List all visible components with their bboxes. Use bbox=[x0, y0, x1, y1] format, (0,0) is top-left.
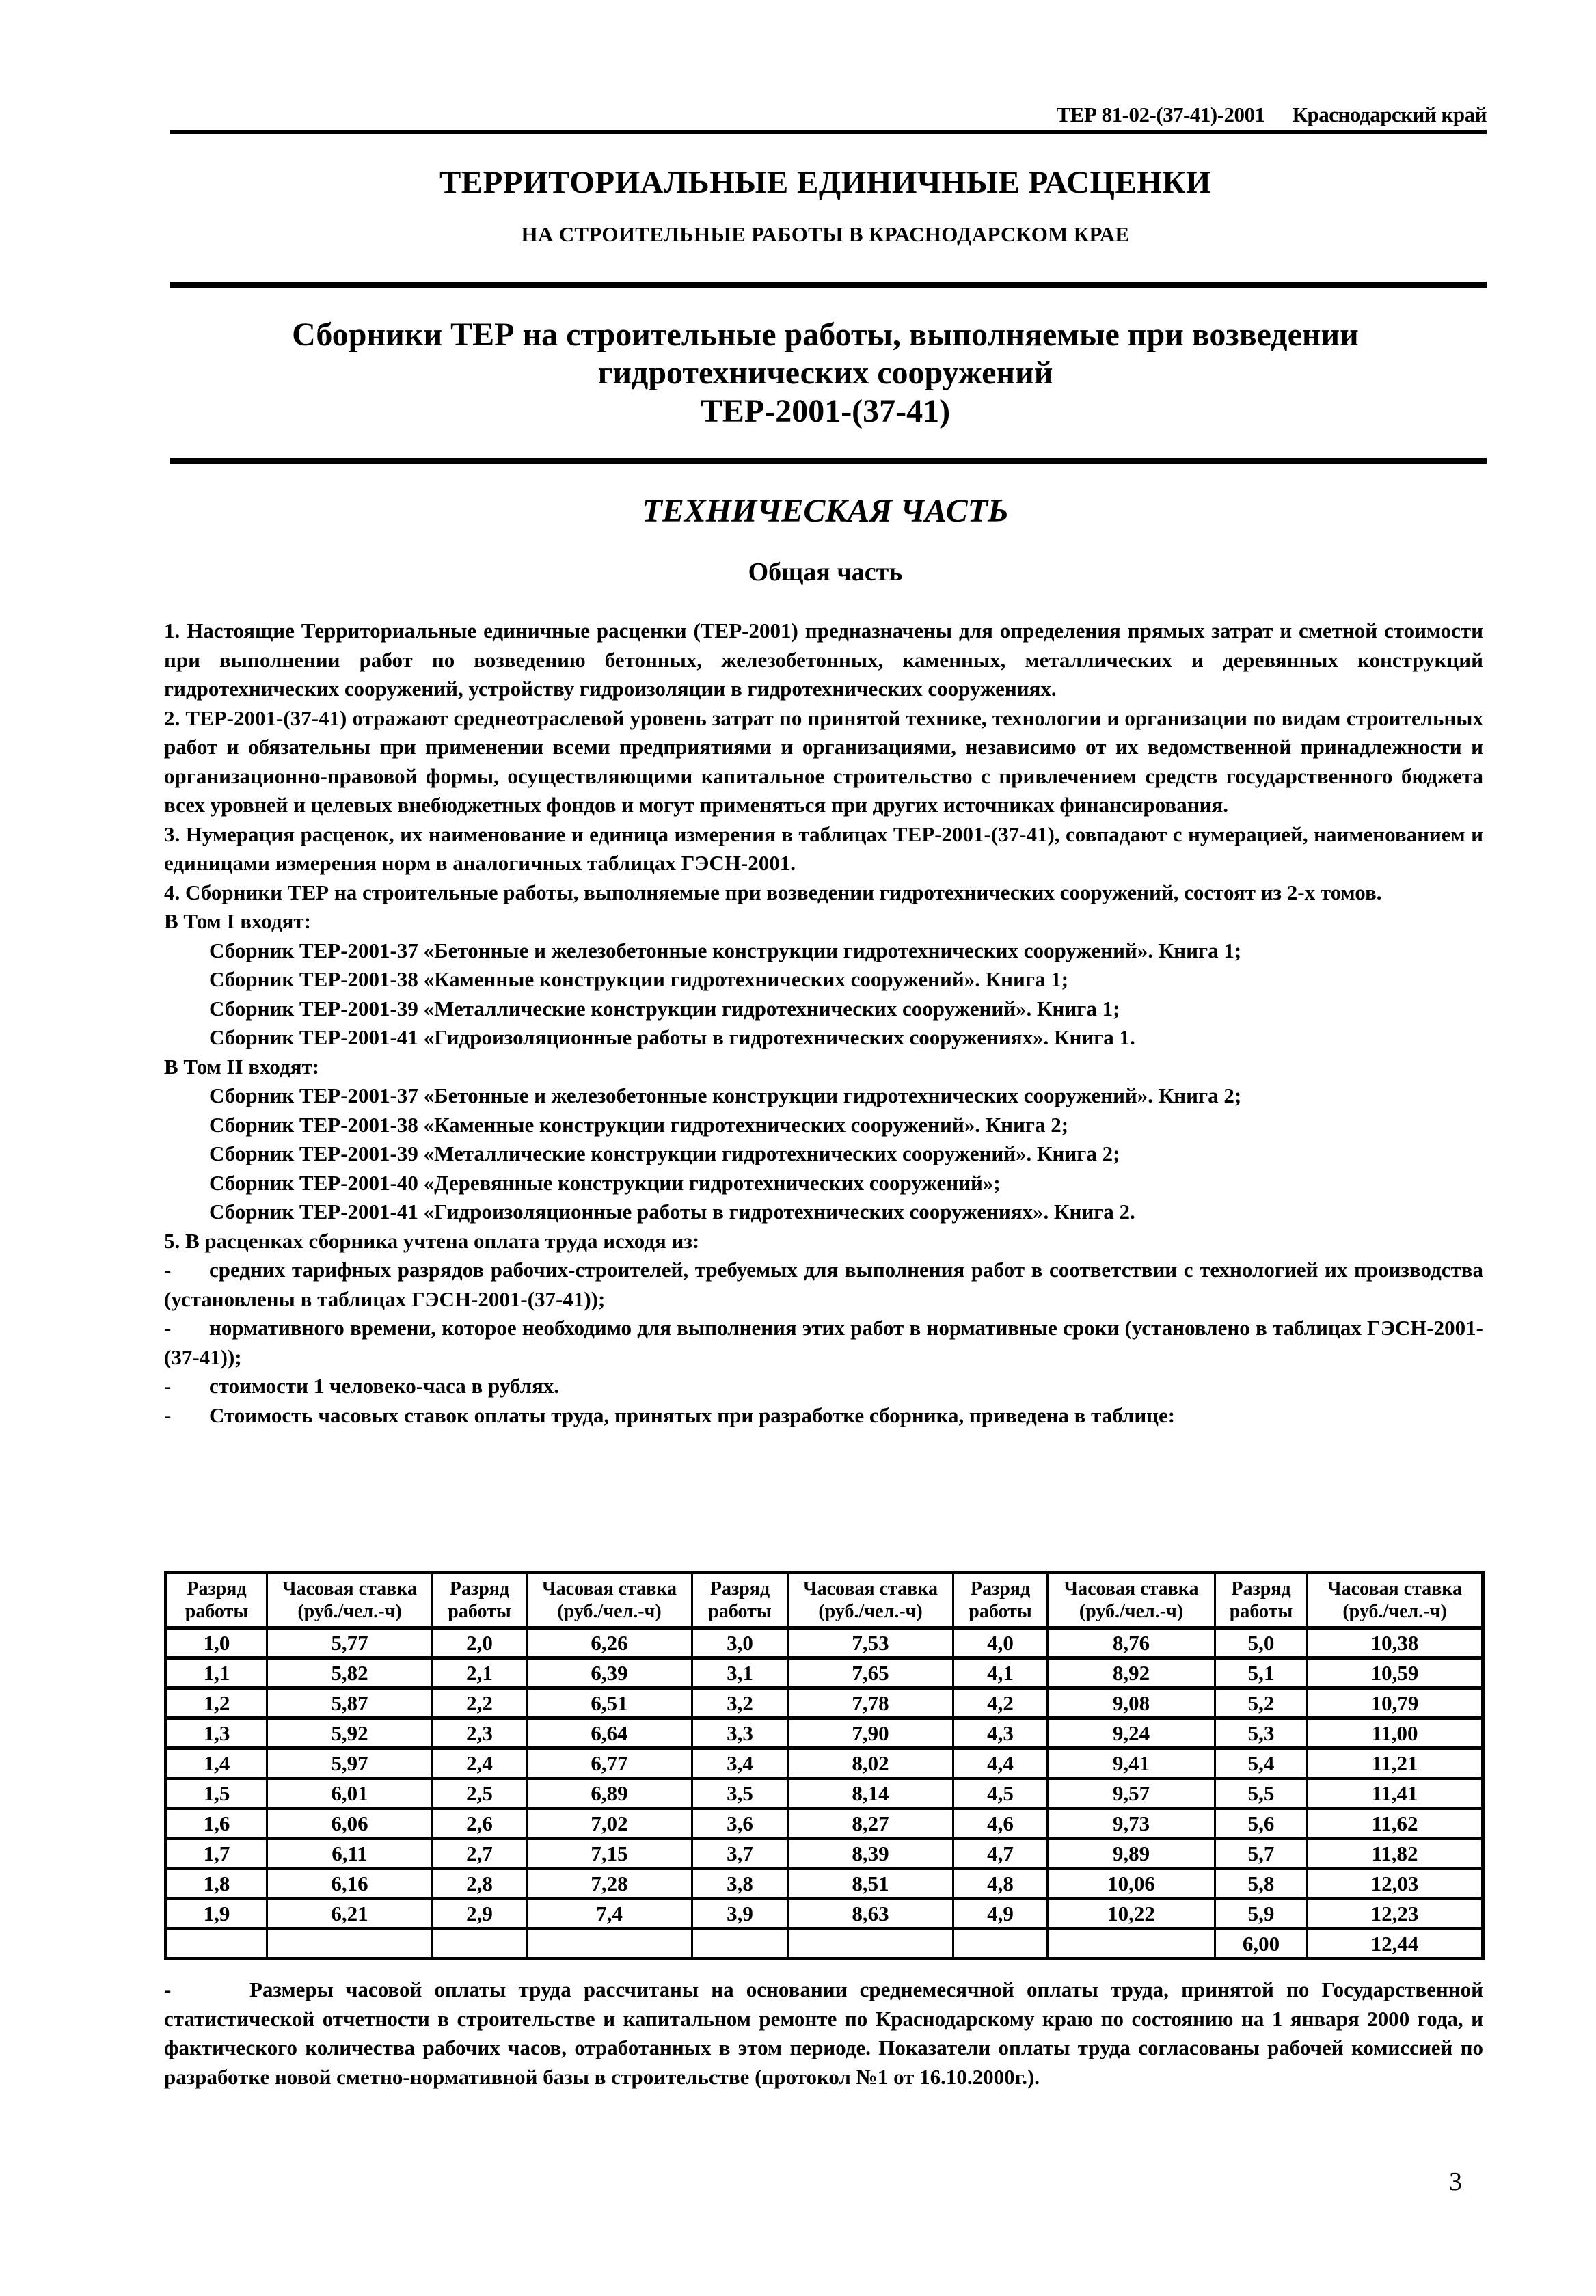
volume-2-heading: В Том II входят: bbox=[164, 1054, 320, 1079]
collection-title bbox=[164, 316, 1487, 431]
rate-cell: 11,00 bbox=[1308, 1718, 1483, 1748]
grade-cell: 2,2 bbox=[433, 1688, 527, 1718]
rate-cell: 5,82 bbox=[267, 1658, 433, 1688]
table-row bbox=[166, 1869, 1483, 1899]
footnote-text: Размеры часовой оплаты труда рассчитаны на основании среднемесячной оплаты труда, принятой по Государственной статистической отчетности в строительстве и капитальном ремонте по Краснодарскому краю по состоянию на 1 января 2000 года, и фактического количества рабочих часов, отработанных в этом периоде. Показатели оплаты труда согласованы рабочей комиссией по разработке новой сметно-нормативной базы в строительстве (протокол №1 от 16.10.2000г.). bbox=[164, 1977, 1483, 2089]
rate-cell: 11,21 bbox=[1308, 1748, 1483, 1779]
region-name: Краснодарский край bbox=[1292, 103, 1487, 126]
grade-cell: 3,5 bbox=[692, 1779, 788, 1809]
volume-2-item: Сборник ТЕР-2001-40 «Деревянные конструкции гидротехнических сооружений»; bbox=[209, 1170, 1001, 1195]
rate-cell: 7,02 bbox=[527, 1809, 692, 1839]
grade-cell: 4,1 bbox=[953, 1658, 1048, 1688]
bullet-dash: - bbox=[164, 1374, 172, 1398]
table-row bbox=[166, 1688, 1483, 1718]
header-grade-line-1: Разряд bbox=[1231, 1578, 1291, 1599]
header-rate-line-2: (руб./чел.-ч) bbox=[1079, 1601, 1184, 1622]
title-divider bbox=[170, 282, 1487, 288]
bullet-dash: - bbox=[164, 1403, 172, 1427]
header-rule bbox=[170, 130, 1487, 134]
table-row bbox=[166, 1658, 1483, 1688]
grade-cell: 2,6 bbox=[433, 1809, 527, 1839]
header-rate-line-1: Часовая ставка bbox=[282, 1578, 417, 1599]
grade-cell: 5,8 bbox=[1215, 1869, 1308, 1899]
header-grade bbox=[433, 1573, 527, 1628]
rate-cell: 9,57 bbox=[1048, 1779, 1215, 1809]
document-code: ТЕР 81-02-(37-41)-2001 bbox=[1056, 103, 1265, 126]
rate-cell: 6,01 bbox=[267, 1779, 433, 1809]
grade-cell: 1,8 bbox=[166, 1869, 267, 1899]
rate-cell: 7,53 bbox=[788, 1628, 953, 1658]
bullet-item bbox=[164, 1372, 1483, 1401]
rate-cell: 8,76 bbox=[1048, 1628, 1215, 1658]
header-grade-line-1: Разряд bbox=[449, 1578, 510, 1599]
main-subtitle: НА СТРОИТЕЛЬНЫЕ РАБОТЫ В КРАСНОДАРСКОМ КРАЕ bbox=[521, 222, 1130, 246]
collection-title-line-3: ТЕР-2001-(37-41) bbox=[700, 393, 951, 429]
grade-cell: 3,3 bbox=[692, 1718, 788, 1748]
table-row bbox=[166, 1839, 1483, 1869]
volume-1-item: Сборник ТЕР-2001-37 «Бетонные и железобетонные конструкции гидротехнических сооружений». Книга 1; bbox=[209, 938, 1242, 962]
grade-cell: 6,00 bbox=[1215, 1929, 1308, 1959]
volume-2-item: Сборник ТЕР-2001-39 «Металлические конструкции гидротехнических сооружений». Книга 2; bbox=[209, 1142, 1120, 1165]
grade-cell: 3,4 bbox=[692, 1748, 788, 1779]
body-text bbox=[164, 617, 1483, 1430]
grade-cell: 2,9 bbox=[433, 1899, 527, 1929]
header-rate bbox=[267, 1573, 433, 1628]
header-grade bbox=[953, 1573, 1048, 1628]
rate-cell: 7,28 bbox=[527, 1869, 692, 1899]
table-row bbox=[166, 1809, 1483, 1839]
volume-1-heading: В Том I входят: bbox=[164, 909, 311, 933]
rate-cell: 6,26 bbox=[527, 1628, 692, 1658]
volume-2-item: Сборник ТЕР-2001-41 «Гидроизоляционные работы в гидротехнических сооружениях». Книга 2. bbox=[209, 1200, 1135, 1224]
grade-cell: 4,0 bbox=[953, 1628, 1048, 1658]
table-row bbox=[166, 1929, 1483, 1959]
rate-cell: 6,89 bbox=[527, 1779, 692, 1809]
rate-cell: 9,08 bbox=[1048, 1688, 1215, 1718]
rate-cell: 5,77 bbox=[267, 1628, 433, 1658]
grade-cell: 1,2 bbox=[166, 1688, 267, 1718]
rate-cell: 11,82 bbox=[1308, 1839, 1483, 1869]
grade-cell: 3,8 bbox=[692, 1869, 788, 1899]
header-grade-line-2: работы bbox=[448, 1601, 511, 1622]
grade-cell: 4,2 bbox=[953, 1688, 1048, 1718]
rate-cell: 7,90 bbox=[788, 1718, 953, 1748]
rate-cell: 6,77 bbox=[527, 1748, 692, 1779]
rate-cell: 8,63 bbox=[788, 1899, 953, 1929]
grade-cell: 1,1 bbox=[166, 1658, 267, 1688]
rate-cell: 9,24 bbox=[1048, 1718, 1215, 1748]
rate-cell: 6,51 bbox=[527, 1688, 692, 1718]
header-rate-line-2: (руб./чел.-ч) bbox=[1342, 1601, 1447, 1622]
header-rate-line-2: (руб./чел.-ч) bbox=[297, 1601, 402, 1622]
grade-cell: 5,4 bbox=[1215, 1748, 1308, 1779]
grade-cell: 4,4 bbox=[953, 1748, 1048, 1779]
header-grade-line-2: работы bbox=[1229, 1601, 1293, 1622]
header-grade-line-2: работы bbox=[185, 1601, 249, 1622]
grade-cell: 3,7 bbox=[692, 1839, 788, 1869]
paragraph-4: 4. Сборники ТЕР на строительные работы, выполняемые при возведении гидротехнических сооружений, состоят из 2-х томов. bbox=[164, 880, 1382, 904]
grade-cell: 5,2 bbox=[1215, 1688, 1308, 1718]
footnote bbox=[164, 1975, 1483, 2092]
header-grade bbox=[692, 1573, 788, 1628]
bullet-dash: - bbox=[164, 1258, 172, 1282]
grade-cell: 3,9 bbox=[692, 1899, 788, 1929]
paragraph-5: 5. В расценках сборника учтена оплата труда исходя из: bbox=[164, 1228, 700, 1253]
bullet-item bbox=[164, 1256, 1483, 1314]
grade-cell: 5,9 bbox=[1215, 1899, 1308, 1929]
table-row bbox=[166, 1779, 1483, 1809]
grade-cell: 3,2 bbox=[692, 1688, 788, 1718]
bullet-text: Стоимость часовых ставок оплаты труда, принятых при разработке сборника, приведена в таблице: bbox=[209, 1403, 1176, 1427]
grade-cell: 3,6 bbox=[692, 1809, 788, 1839]
bullet-text: средних тарифных разрядов рабочих-строителей, требуемых для выполнения работ в соответствии с технологией их производства (установлены в таблицах ГЭСН-2001-(37-41)); bbox=[164, 1258, 1483, 1311]
grade-cell: 5,5 bbox=[1215, 1779, 1308, 1809]
bullet-item bbox=[164, 1314, 1483, 1372]
grade-cell: 4,7 bbox=[953, 1839, 1048, 1869]
grade-cell: 5,7 bbox=[1215, 1839, 1308, 1869]
rate-cell: 11,41 bbox=[1308, 1779, 1483, 1809]
rate-cell: 7,65 bbox=[788, 1658, 953, 1688]
rate-cell bbox=[527, 1929, 692, 1959]
paragraph-1: 1. Настоящие Территориальные единичные расценки (ТЕР-2001) предназначены для определения прямых затрат и сметной стоимости при выполнении работ по возведению бетонных, железобетонных, каменных, металлических и деревянных конструкций гидротехнических сооружений, устройству гидроизоляции в гидротехнических сооружениях. bbox=[164, 619, 1483, 701]
volume-1-item: Сборник ТЕР-2001-41 «Гидроизоляционные работы в гидротехнических сооружениях». Книга 1. bbox=[209, 1025, 1135, 1049]
grade-cell: 2,7 bbox=[433, 1839, 527, 1869]
grade-cell: 1,7 bbox=[166, 1839, 267, 1869]
grade-cell: 2,1 bbox=[433, 1658, 527, 1688]
rate-cell: 6,06 bbox=[267, 1809, 433, 1839]
footnote-dash: - bbox=[164, 1977, 172, 2001]
rate-cell: 8,27 bbox=[788, 1809, 953, 1839]
running-header bbox=[171, 103, 1487, 127]
rate-cell: 12,03 bbox=[1308, 1869, 1483, 1899]
page-number: 3 bbox=[1449, 2167, 1462, 2196]
grade-cell: 1,4 bbox=[166, 1748, 267, 1779]
rate-cell: 10,22 bbox=[1048, 1899, 1215, 1929]
grade-cell: 4,6 bbox=[953, 1809, 1048, 1839]
bullet-text: нормативного времени, которое необходимо для выполнения этих работ в нормативные сроки (установлено в таблицах ГЭСН-2001-(37-41)); bbox=[164, 1316, 1483, 1369]
grade-cell: 3,0 bbox=[692, 1628, 788, 1658]
grade-cell: 4,9 bbox=[953, 1899, 1048, 1929]
rate-cell: 10,06 bbox=[1048, 1869, 1215, 1899]
collection-title-line-2: гидротехнических сооружений bbox=[597, 355, 1053, 391]
table-row bbox=[166, 1748, 1483, 1779]
rate-cell: 8,51 bbox=[788, 1869, 953, 1899]
rate-cell: 6,21 bbox=[267, 1899, 433, 1929]
rate-cell: 10,59 bbox=[1308, 1658, 1483, 1688]
rate-cell: 9,89 bbox=[1048, 1839, 1215, 1869]
grade-cell: 2,5 bbox=[433, 1779, 527, 1809]
grade-cell: 4,5 bbox=[953, 1779, 1048, 1809]
subsection-title: Общая часть bbox=[748, 558, 903, 586]
grade-cell: 4,8 bbox=[953, 1869, 1048, 1899]
table-row bbox=[166, 1628, 1483, 1658]
grade-cell bbox=[953, 1929, 1048, 1959]
table-row bbox=[166, 1899, 1483, 1929]
grade-cell: 4,3 bbox=[953, 1718, 1048, 1748]
rate-cell: 6,11 bbox=[267, 1839, 433, 1869]
header-rate-line-1: Часовая ставка bbox=[1064, 1578, 1199, 1599]
header-grade-line-1: Разряд bbox=[187, 1578, 247, 1599]
rate-cell: 8,39 bbox=[788, 1839, 953, 1869]
collection-divider bbox=[170, 458, 1487, 464]
rate-cell: 5,92 bbox=[267, 1718, 433, 1748]
table-row bbox=[166, 1718, 1483, 1748]
header-rate-line-1: Часовая ставка bbox=[1327, 1578, 1462, 1599]
rate-cell: 5,87 bbox=[267, 1688, 433, 1718]
rate-cell: 6,16 bbox=[267, 1869, 433, 1899]
grade-cell: 2,8 bbox=[433, 1869, 527, 1899]
volume-2-item: Сборник ТЕР-2001-37 «Бетонные и железобетонные конструкции гидротехнических сооружений». Книга 2; bbox=[209, 1083, 1242, 1107]
rate-cell: 8,14 bbox=[788, 1779, 953, 1809]
volume-2-item: Сборник ТЕР-2001-38 «Каменные конструкции гидротехнических сооружений». Книга 2; bbox=[209, 1112, 1069, 1137]
rate-cell: 8,92 bbox=[1048, 1658, 1215, 1688]
rate-cell: 10,79 bbox=[1308, 1688, 1483, 1718]
rate-cell: 10,38 bbox=[1308, 1628, 1483, 1658]
table-body bbox=[166, 1628, 1483, 1959]
grade-cell: 1,5 bbox=[166, 1779, 267, 1809]
header-rate bbox=[1048, 1573, 1215, 1628]
paragraph-3: 3. Нумерация расценок, их наименование и единица измерения в таблицах ТЕР-2001-(37-41), совпадают с нумерацией, наименованием и единицами измерения норм в аналогичных таблицах ГЭСН-2001. bbox=[164, 822, 1483, 875]
rate-cell: 6,64 bbox=[527, 1718, 692, 1748]
main-title: ТЕРРИТОРИАЛЬНЫЕ ЕДИНИЧНЫЕ РАСЦЕНКИ bbox=[439, 165, 1212, 200]
grade-cell: 5,0 bbox=[1215, 1628, 1308, 1658]
grade-cell: 1,6 bbox=[166, 1809, 267, 1839]
grade-cell bbox=[166, 1929, 267, 1959]
rate-cell: 9,41 bbox=[1048, 1748, 1215, 1779]
grade-cell bbox=[433, 1929, 527, 1959]
header-rate bbox=[527, 1573, 692, 1628]
header-grade-line-2: работы bbox=[969, 1601, 1032, 1622]
grade-cell bbox=[692, 1929, 788, 1959]
header-rate bbox=[1308, 1573, 1483, 1628]
rate-cell bbox=[267, 1929, 433, 1959]
section-title: ТЕХНИЧЕСКАЯ ЧАСТЬ bbox=[642, 493, 1009, 529]
grade-cell: 2,0 bbox=[433, 1628, 527, 1658]
bullet-dash: - bbox=[164, 1316, 172, 1340]
volume-1-item: Сборник ТЕР-2001-39 «Металлические конструкции гидротехнических сооружений». Книга 1; bbox=[209, 996, 1120, 1021]
rate-cell: 12,23 bbox=[1308, 1899, 1483, 1929]
grade-cell: 2,4 bbox=[433, 1748, 527, 1779]
grade-cell: 2,3 bbox=[433, 1718, 527, 1748]
grade-cell: 1,9 bbox=[166, 1899, 267, 1929]
grade-cell: 1,3 bbox=[166, 1718, 267, 1748]
bullet-item bbox=[164, 1401, 1483, 1431]
collection-title-line-1: Сборники ТЕР на строительные работы, выполняемые при возведении bbox=[292, 316, 1359, 353]
grade-cell: 3,1 bbox=[692, 1658, 788, 1688]
grade-cell: 1,0 bbox=[166, 1628, 267, 1658]
rate-cell bbox=[788, 1929, 953, 1959]
table-header-row bbox=[166, 1573, 1483, 1628]
rate-cell: 12,44 bbox=[1308, 1929, 1483, 1959]
rate-cell: 11,62 bbox=[1308, 1809, 1483, 1839]
rate-cell: 7,78 bbox=[788, 1688, 953, 1718]
paragraph-2: 2. ТЕР-2001-(37-41) отражают среднеотраслевой уровень затрат по принятой технике, технологии и организации по видам строительных работ и обязательны при применении всеми предприятиями и организациями, независимо от их ведомственной принадлежности и организационно-правовой формы, осуществляющими капитальное строительство с привлечением средств государственного бюджета всех уровней и целевых внебюджетных фондов и могут применяться при других источниках финансирования. bbox=[164, 705, 1483, 817]
rate-cell: 7,15 bbox=[527, 1839, 692, 1869]
grade-cell: 5,1 bbox=[1215, 1658, 1308, 1688]
rate-cell: 5,97 bbox=[267, 1748, 433, 1779]
hourly-rate-table bbox=[164, 1571, 1485, 1960]
header-rate-line-2: (руб./чел.-ч) bbox=[557, 1601, 662, 1622]
header-rate-line-1: Часовая ставка bbox=[542, 1578, 677, 1599]
rate-cell: 9,73 bbox=[1048, 1809, 1215, 1839]
header-rate-line-1: Часовая ставка bbox=[803, 1578, 938, 1599]
rate-cell: 8,02 bbox=[788, 1748, 953, 1779]
header-grade bbox=[166, 1573, 267, 1628]
header-grade-line-1: Разряд bbox=[709, 1578, 770, 1599]
rate-cell bbox=[1048, 1929, 1215, 1959]
grade-cell: 5,3 bbox=[1215, 1718, 1308, 1748]
bullet-text: стоимости 1 человеко-часа в рублях. bbox=[209, 1374, 560, 1398]
grade-cell: 5,6 bbox=[1215, 1809, 1308, 1839]
rate-cell: 6,39 bbox=[527, 1658, 692, 1688]
header-grade bbox=[1215, 1573, 1308, 1628]
rate-cell: 7,4 bbox=[527, 1899, 692, 1929]
volume-1-item: Сборник ТЕР-2001-38 «Каменные конструкции гидротехнических сооружений». Книга 1; bbox=[209, 967, 1069, 991]
header-rate-line-2: (руб./чел.-ч) bbox=[818, 1601, 923, 1622]
header-grade-line-2: работы bbox=[708, 1601, 772, 1622]
header-rate bbox=[788, 1573, 953, 1628]
header-grade-line-1: Разряд bbox=[970, 1578, 1031, 1599]
